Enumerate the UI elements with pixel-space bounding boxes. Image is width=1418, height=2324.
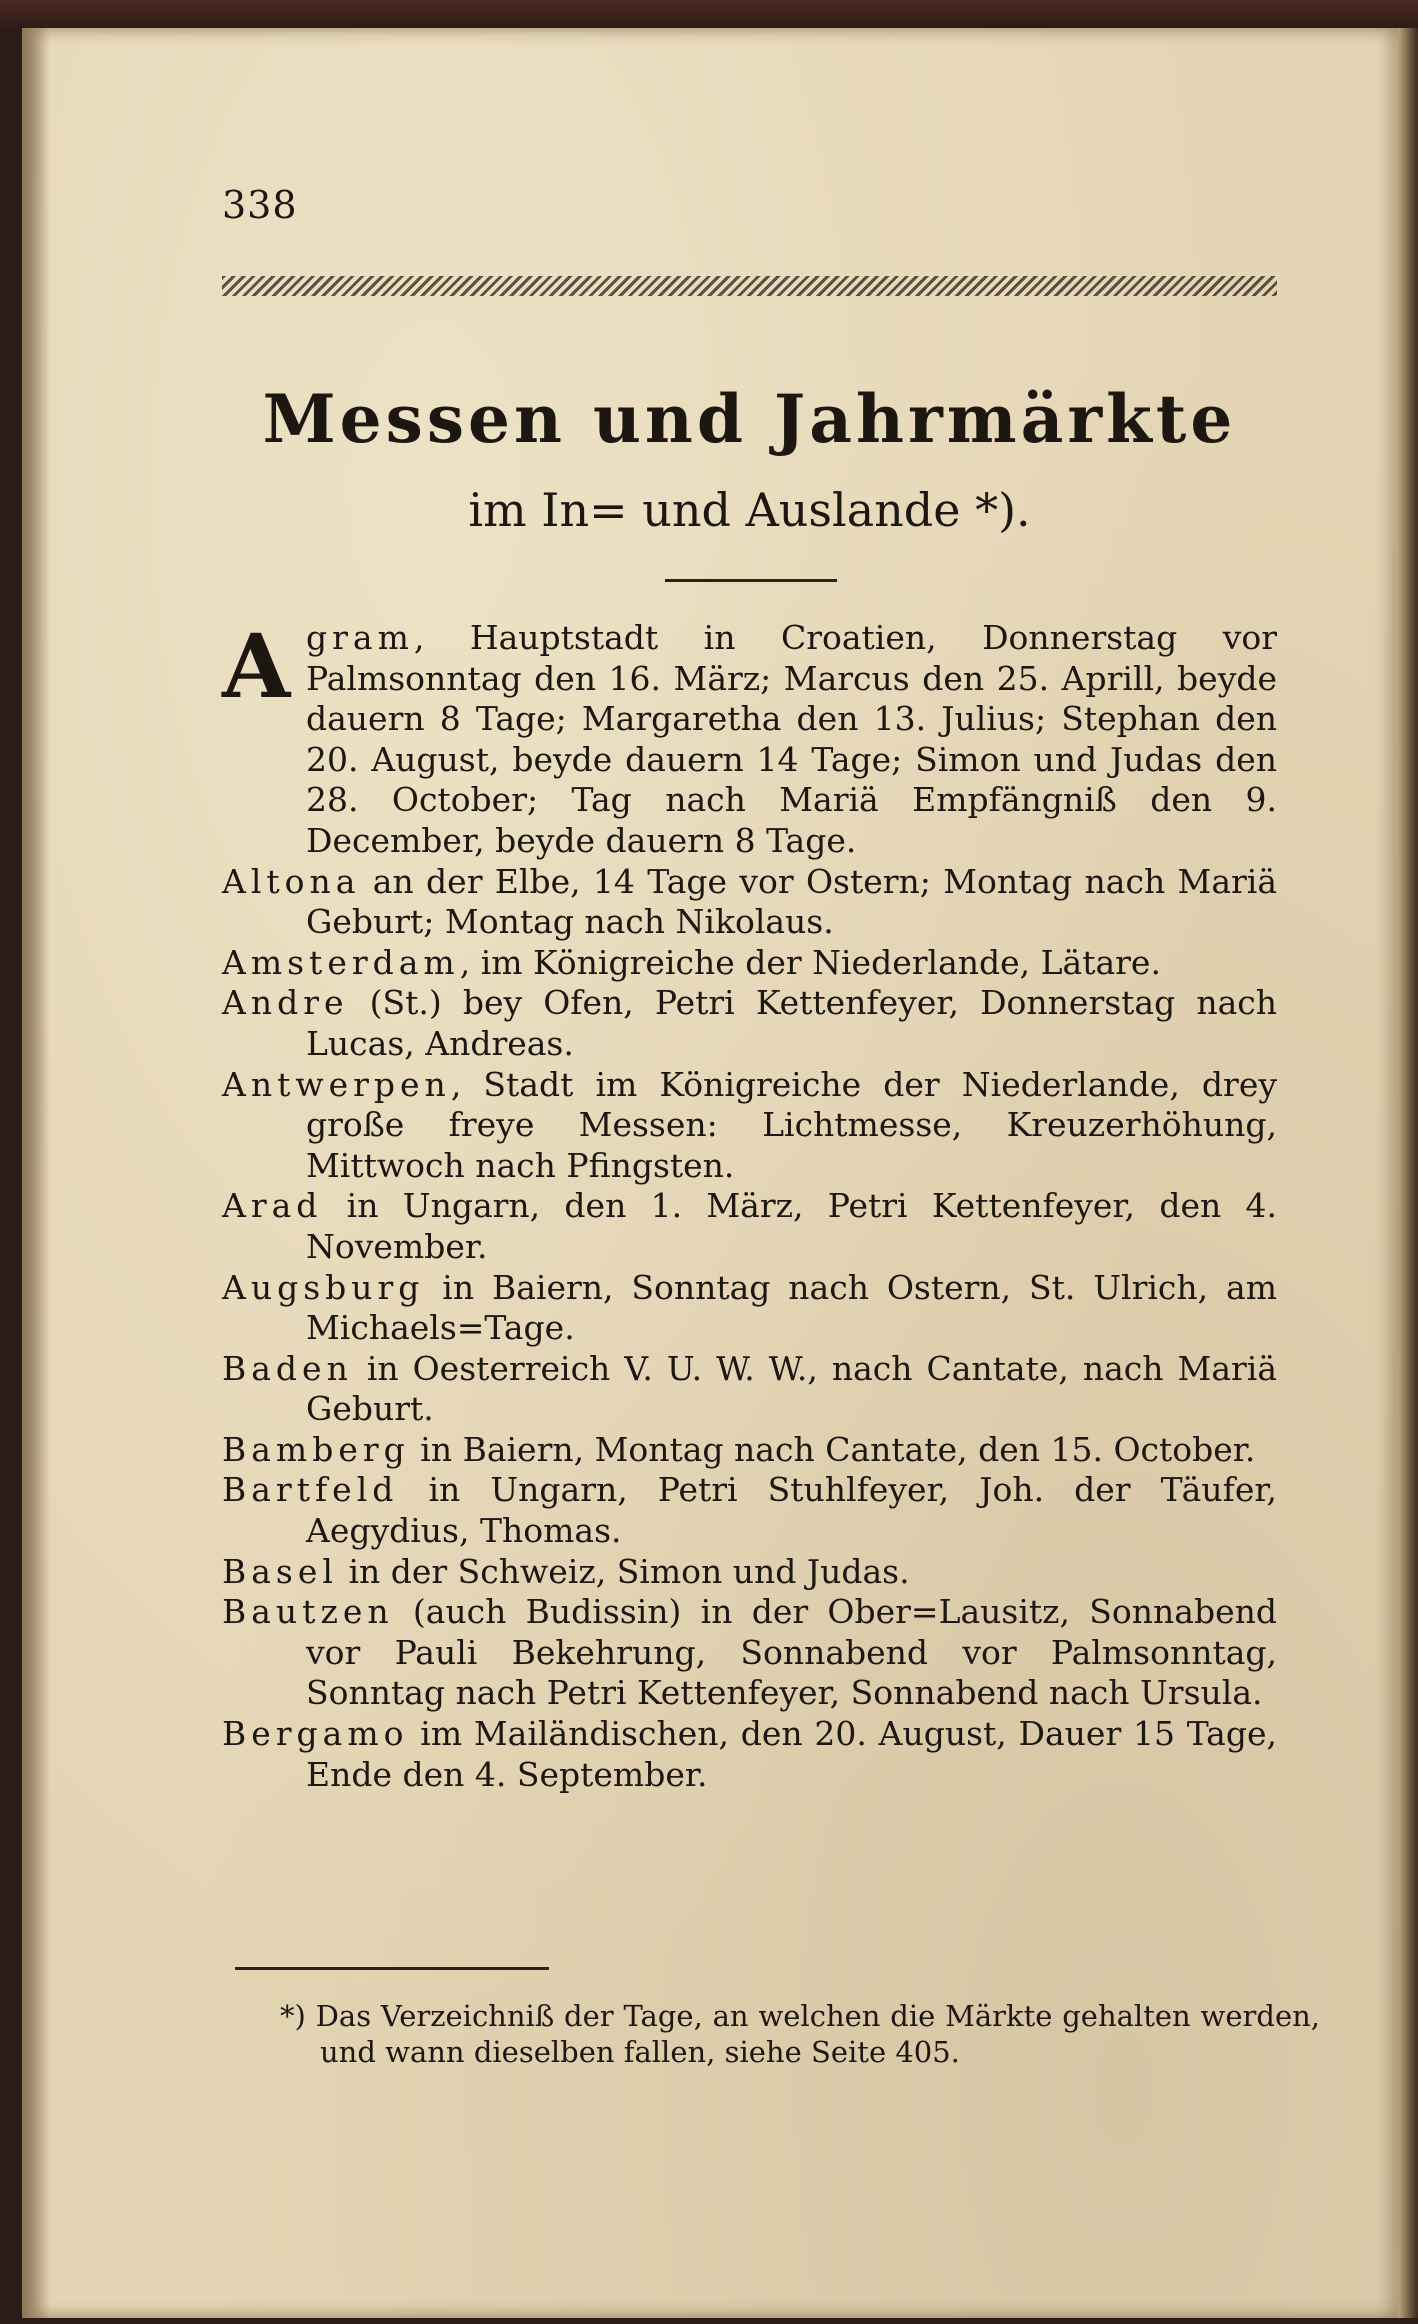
drop-cap: A bbox=[222, 614, 291, 718]
entry-list bbox=[222, 614, 1277, 1795]
book-page bbox=[22, 28, 1398, 2318]
entry-bartfeld bbox=[222, 1470, 1277, 1551]
entry-place: Augsburg bbox=[222, 1267, 425, 1307]
entry-place: Amsterdam bbox=[222, 942, 460, 982]
entry-place: Bergamo bbox=[222, 1714, 409, 1754]
title-rule bbox=[665, 579, 837, 582]
entry-text: (St.) bey Ofen, Petri Kettenfeyer, Donnerstag nach Lucas, Andreas. bbox=[306, 983, 1277, 1063]
entry-basel bbox=[222, 1552, 1277, 1593]
entry-text: in der Schweiz, Simon und Judas. bbox=[337, 1551, 910, 1591]
ornament-rule bbox=[222, 276, 1277, 296]
entry-text: im Mailändischen, den 20. August, Dauer 15 Tage, Ende den 4. September. bbox=[306, 1714, 1277, 1794]
entry-place: Andre bbox=[222, 983, 349, 1023]
entry-baden bbox=[222, 1349, 1277, 1430]
page-number: 338 bbox=[222, 183, 298, 227]
entry-place: Antwerpen bbox=[222, 1064, 451, 1104]
entry-place: Altona bbox=[222, 861, 361, 901]
entry-text: , im Königreiche der Niederlande, Lätare. bbox=[459, 942, 1161, 982]
entry-place: Bartfeld bbox=[222, 1470, 399, 1510]
entry-text: an der Elbe, 14 Tage vor Ostern; Montag nach Mariä Geburt; Montag nach Nikolaus. bbox=[306, 861, 1277, 942]
entry-text: in Baiern, Sonntag nach Ostern, St. Ulrich, am Michaels=Tage. bbox=[306, 1267, 1277, 1348]
entry-place: Baden bbox=[222, 1348, 353, 1388]
page-shadow bbox=[22, 28, 50, 2318]
entry-bergamo bbox=[222, 1714, 1277, 1795]
footnote-rule bbox=[235, 1967, 549, 1970]
page-gutter bbox=[1398, 28, 1418, 2318]
entry-arad bbox=[222, 1186, 1277, 1267]
entry-text: in Oesterreich V. U. W. W., nach Cantate, nach Mariä Geburt. bbox=[306, 1348, 1277, 1429]
entry-augsburg bbox=[222, 1268, 1277, 1349]
entry-andre bbox=[222, 983, 1277, 1064]
entry-text: in Ungarn, den 1. März, Petri Kettenfeyer, den 4. November. bbox=[306, 1186, 1277, 1266]
footnote: *) Das Verzeichniß der Tage, an welchen die Märkte gehalten werden, und wann dieselben fallen, siehe Seite 405. bbox=[280, 1999, 1320, 2069]
entry-place: gram bbox=[306, 618, 414, 657]
entry-text: , Stadt im Königreiche der Niederlande, drey große freye Messen: Lichtmesse, Kreuzerhöhung, Mittwoch nach Pfingsten. bbox=[306, 1064, 1277, 1185]
entry-place: Basel bbox=[222, 1551, 338, 1591]
entry-agram bbox=[222, 614, 1277, 862]
entry-text: in Ungarn, Petri Stuhlfeyer, Joh. der Täufer, Aegydius, Thomas. bbox=[306, 1470, 1277, 1551]
entry-place: Bautzen bbox=[222, 1592, 394, 1632]
page-title: Messen und Jahrmärkte bbox=[262, 380, 1237, 458]
entry-bautzen bbox=[222, 1592, 1277, 1714]
entry-text: , Hauptstadt in Croatien, Donnerstag vor Palmsonntag den 16. März; Marcus den 25. Aprill, beyde dauern 8 Tage; Margaretha den 13. Julius; Stephan den 20. August, beyde dauern 14 Tage; Simon und Judas den 28. October; Tag nach Mariä Empfängniß den 9. December, beyde dauern 8 Tage. bbox=[306, 618, 1277, 860]
entry-altona bbox=[222, 862, 1277, 943]
entry-antwerpen bbox=[222, 1065, 1277, 1187]
entry-place: Bamberg bbox=[222, 1429, 410, 1469]
entry-place: Arad bbox=[222, 1186, 323, 1226]
entry-amsterdam bbox=[222, 943, 1277, 984]
entry-bamberg bbox=[222, 1430, 1277, 1471]
page-subtitle: im In= und Auslande *). bbox=[468, 483, 1031, 537]
entry-text: in Baiern, Montag nach Cantate, den 15. October. bbox=[409, 1429, 1256, 1469]
entry-text: (auch Budissin) in der Ober=Lausitz, Sonnabend vor Pauli Bekehrung, Sonnabend vor Palmsonntag, Sonntag nach Petri Kettenfeyer, Sonnabend nach Ursula. bbox=[306, 1592, 1277, 1713]
